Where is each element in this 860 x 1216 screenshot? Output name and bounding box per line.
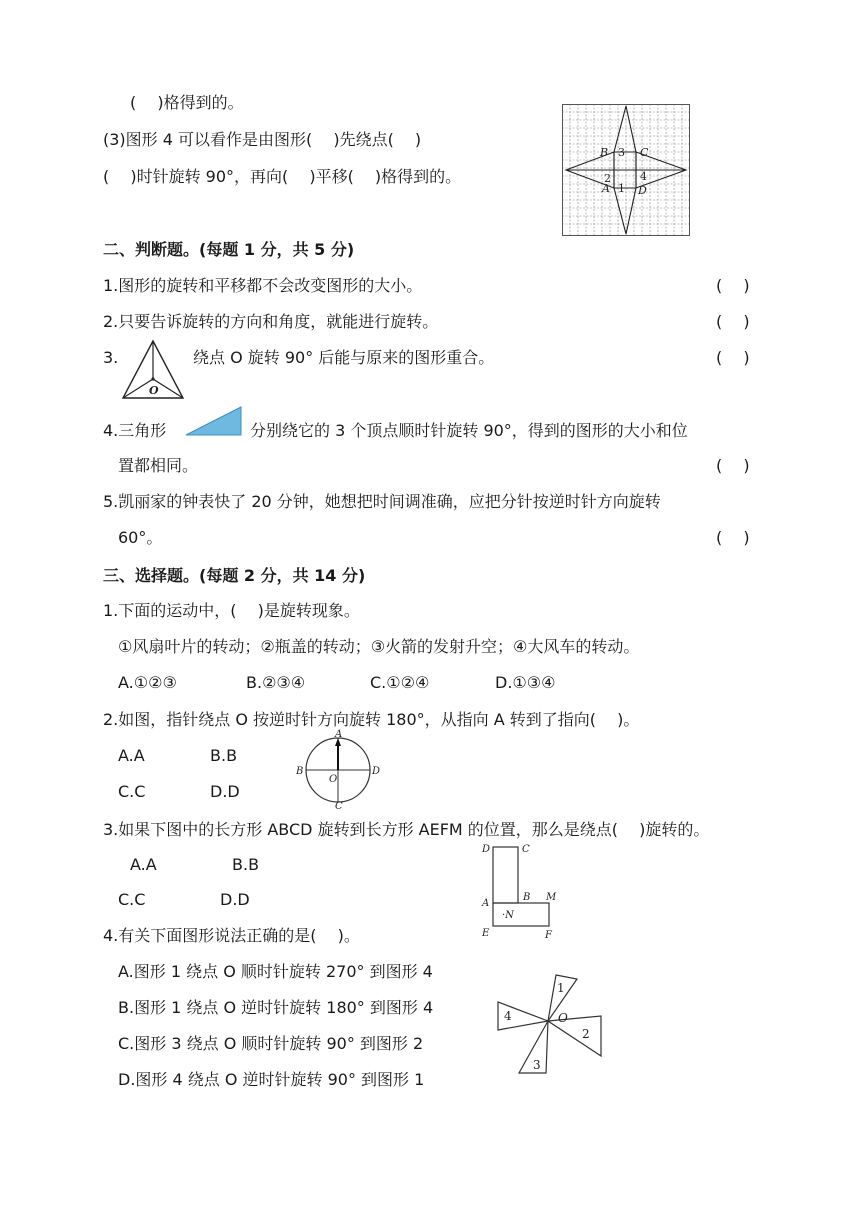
pinwheel-label-o: O bbox=[558, 1011, 568, 1025]
pinwheel-label-2: 2 bbox=[582, 1027, 590, 1041]
s2-answer-2[interactable]: ( ) bbox=[716, 312, 750, 331]
s2-item4-c: 置都相同。 bbox=[118, 456, 199, 475]
s3-q1-list: ①风扇叶片的转动；②瓶盖的转动；③火箭的发射升空；④大风车的转动。 bbox=[118, 637, 640, 656]
grid-star-figure bbox=[562, 104, 690, 236]
s3-q3-option-a[interactable]: A.A bbox=[130, 855, 157, 874]
rect-label-c: C bbox=[522, 844, 530, 855]
s3-q2-option-a[interactable]: A.A bbox=[118, 746, 145, 765]
s3-q4-option-a[interactable]: A.图形 1 绕点 O 顺时针旋转 270° 到图形 4 bbox=[118, 962, 433, 981]
section2-heading: 二、判断题。(每题 1 分，共 5 分) bbox=[103, 240, 355, 259]
s2-item3-num: 3. bbox=[103, 348, 119, 367]
grid-label-b: B bbox=[600, 146, 609, 159]
s3-q3-option-c[interactable]: C.C bbox=[118, 890, 146, 909]
s2-answer-4[interactable]: ( ) bbox=[716, 456, 750, 475]
s3-q1-option-d[interactable]: D.①③④ bbox=[495, 673, 556, 692]
s2-item5-a: 5.凯丽家的钟表快了 20 分钟，她想把时间调准确，应把分针按逆时针方向旋转 bbox=[103, 492, 661, 511]
rectangles-figure bbox=[478, 840, 568, 944]
q2-line-c: ( )时针旋转 90°，再向( )平移( )格得到的。 bbox=[103, 167, 462, 186]
section3-heading: 三、选择题。(每题 2 分，共 14 分) bbox=[103, 566, 366, 585]
s3-q1-stem: 1.下面的运动中，( )是旋转现象。 bbox=[103, 601, 360, 620]
grid-label-c: C bbox=[640, 146, 649, 159]
s3-q3-stem: 3.如果下图中的长方形 ABCD 旋转到长方形 AEFM 的位置，那么是绕点( )旋转的。 bbox=[103, 820, 710, 839]
dial-label-c: C bbox=[335, 801, 343, 810]
s3-q4-option-c[interactable]: C.图形 3 绕点 O 顺时针旋转 90° 到图形 2 bbox=[118, 1034, 424, 1053]
dial-label-a: A bbox=[335, 729, 343, 740]
blue-triangle-icon bbox=[184, 405, 244, 437]
s3-q3-option-d[interactable]: D.D bbox=[220, 890, 250, 909]
s2-item3: 绕点 O 旋转 90° 后能与原来的图形重合。 bbox=[193, 348, 495, 367]
q2-line-a: ( )格得到的。 bbox=[130, 93, 244, 112]
q2-line-b: (3)图形 4 可以看作是由图形( )先绕点( ) bbox=[103, 130, 422, 149]
rect-label-a: A bbox=[482, 898, 490, 909]
s3-q2-stem: 2.如图，指针绕点 O 按逆时针方向旋转 180°，从指向 A 转到了指向( )。 bbox=[103, 710, 640, 729]
s3-q1-option-c[interactable]: C.①②④ bbox=[370, 673, 430, 692]
triangle-label-o: O bbox=[149, 384, 159, 397]
s3-q4-option-d[interactable]: D.图形 4 绕点 O 逆时针旋转 90° 到图形 1 bbox=[118, 1070, 425, 1089]
s3-q2-option-d[interactable]: D.D bbox=[210, 782, 240, 801]
pinwheel-label-4: 4 bbox=[504, 1009, 512, 1023]
s2-item4-a: 4.三角形 bbox=[103, 421, 167, 440]
pinwheel-figure bbox=[496, 972, 606, 1076]
s3-q1-option-a[interactable]: A.①②③ bbox=[118, 673, 177, 692]
rect-label-b: B bbox=[523, 892, 531, 903]
rect-label-d: D bbox=[482, 844, 491, 855]
pinwheel-label-3: 3 bbox=[533, 1058, 541, 1072]
dial-figure bbox=[296, 728, 380, 810]
pinwheel-label-1: 1 bbox=[557, 981, 565, 995]
dial-label-d: D bbox=[372, 766, 380, 777]
grid-label-d: D bbox=[638, 184, 647, 197]
s3-q1-option-b[interactable]: B.②③④ bbox=[246, 673, 306, 692]
s3-q2-option-c[interactable]: C.C bbox=[118, 782, 146, 801]
s2-answer-3[interactable]: ( ) bbox=[716, 348, 750, 367]
grid-label-2: 2 bbox=[604, 172, 611, 185]
s2-item5-b: 60°。 bbox=[118, 528, 163, 547]
s3-q3-option-b[interactable]: B.B bbox=[232, 855, 260, 874]
rect-label-n: ·N bbox=[502, 910, 514, 921]
s3-q4-option-b[interactable]: B.图形 1 绕点 O 逆时针旋转 180° 到图形 4 bbox=[118, 998, 434, 1017]
s2-answer-5[interactable]: ( ) bbox=[716, 528, 750, 547]
dial-label-b: B bbox=[296, 766, 304, 777]
dial-label-o: O bbox=[329, 774, 338, 785]
s2-item1: 1.图形的旋转和平移都不会改变图形的大小。 bbox=[103, 276, 423, 295]
s2-item2: 2.只要告诉旋转的方向和角度，就能进行旋转。 bbox=[103, 312, 439, 331]
grid-label-1: 1 bbox=[618, 182, 625, 195]
triangle-center-figure bbox=[120, 338, 186, 402]
s3-q4-stem: 4.有关下面图形说法正确的是( )。 bbox=[103, 926, 360, 945]
s2-answer-1[interactable]: ( ) bbox=[716, 276, 750, 295]
rect-label-f: F bbox=[545, 930, 552, 941]
grid-label-4: 4 bbox=[640, 170, 647, 183]
grid-label-a: A bbox=[602, 182, 610, 195]
rect-label-m: M bbox=[546, 892, 557, 903]
rect-label-e: E bbox=[482, 928, 490, 939]
grid-label-3: 3 bbox=[618, 146, 625, 159]
s2-item4-b: 分别绕它的 3 个顶点顺时针旋转 90°，得到的图形的大小和位 bbox=[250, 421, 688, 440]
s3-q2-option-b[interactable]: B.B bbox=[210, 746, 238, 765]
